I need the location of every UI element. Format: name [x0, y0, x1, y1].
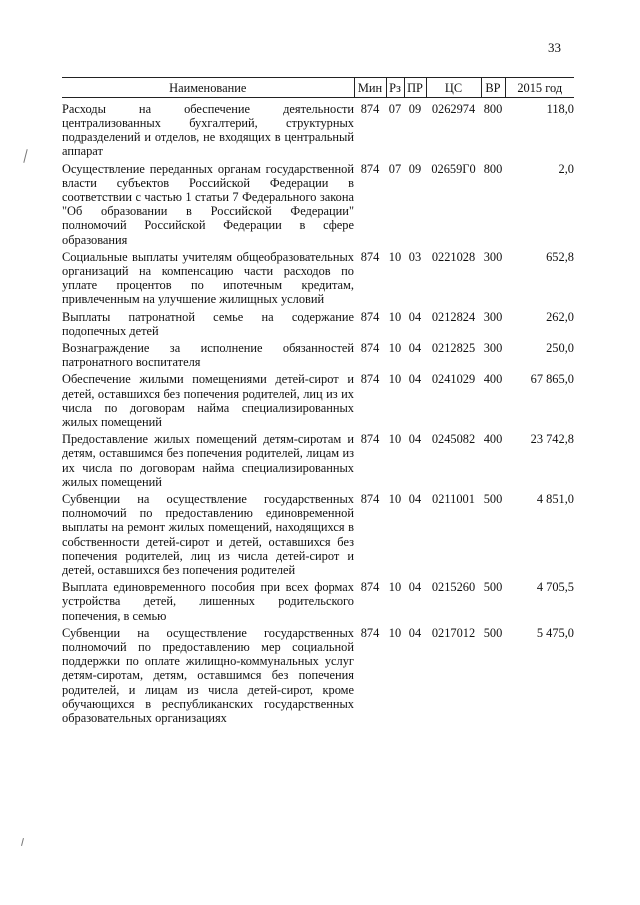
- row-min: 874: [360, 580, 380, 595]
- row-cs: 0217012: [431, 625, 476, 640]
- row-pr: 04: [408, 372, 422, 387]
- row-rz: 10: [388, 432, 402, 447]
- row-vr: 300: [483, 309, 503, 324]
- row-amount: 5 475,0: [536, 625, 574, 640]
- table-row: [62, 102, 574, 162]
- row-name: Осуществление переданных органам государственной власти субъектов Российской Федерации в соответствии с частью 1 статьи 7 Федерального закона "Об образовании в Российской Федерации" полномочий Российской Федерации в сфере образования: [62, 161, 354, 247]
- row-rz: 10: [388, 309, 402, 324]
- table-row: [62, 341, 574, 372]
- table-row: [62, 310, 574, 341]
- row-vr: 500: [483, 580, 503, 595]
- table-row: [62, 372, 574, 432]
- row-rz: 10: [388, 340, 402, 355]
- row-name: Предоставление жилых помещений детям-сиротам и детям, оставшимся без попечения родителей, лицам из их числа по договорам найма специализированных жилых помещений: [62, 432, 354, 489]
- row-vr: 400: [483, 432, 503, 447]
- row-cs: 0241029: [431, 372, 476, 387]
- row-cs: 02659Г0: [431, 161, 476, 176]
- row-pr: 04: [408, 309, 422, 324]
- row-min: 874: [360, 249, 380, 264]
- row-rz: 10: [388, 372, 402, 387]
- row-name: Обеспечение жилыми помещениями детей-сирот и детей, оставшихся без попечения родителей, лиц из их числа по договорам найма специализированных жилых помещений: [62, 372, 354, 429]
- row-pr: 04: [408, 625, 422, 640]
- row-cs: 0215260: [431, 580, 476, 595]
- row-cs: 0262974: [431, 101, 476, 116]
- row-vr: 300: [483, 340, 503, 355]
- header-cs: ЦС: [426, 78, 481, 98]
- row-name: Субвенции на осуществление государственных полномочий по предоставлению мер социальной поддержки по оплате жилищно-коммунальных услуг детям-сиротам, детям, оставшимся без попечения родителей, и лицам из числа детей-сирот, кроме обучающихся в республиканских государственных образовательных организациях: [62, 625, 354, 726]
- row-rz: 10: [388, 491, 402, 506]
- row-rz: 10: [388, 625, 402, 640]
- row-vr: 800: [483, 101, 503, 116]
- header-pr: ПР: [404, 78, 426, 98]
- row-name: Выплата единовременного пособия при всех формах устройства детей, лишенных родительского попечения, в семью: [62, 580, 354, 623]
- row-cs: 0212824: [431, 309, 476, 324]
- header-min: Мин: [354, 78, 386, 98]
- row-name: Выплаты патронатной семье на содержание подопечных детей: [62, 309, 354, 338]
- row-amount: 652,8: [546, 249, 574, 264]
- row-vr: 800: [483, 161, 503, 176]
- row-rz: 10: [388, 580, 402, 595]
- row-vr: 400: [483, 372, 503, 387]
- header-vr: ВР: [481, 78, 505, 98]
- header-year: 2015 год: [505, 78, 574, 98]
- margin-mark: [23, 149, 27, 163]
- row-name: Социальные выплаты учителям общеобразовательных организаций на компенсацию части расходов по уплате процентов по ипотечным кредитам, привлеченным на улучшение жилищных условий: [62, 249, 354, 307]
- row-pr: 03: [408, 249, 422, 264]
- row-amount: 262,0: [546, 309, 574, 324]
- table-row: [62, 626, 574, 728]
- row-min: 874: [360, 491, 380, 506]
- row-pr: 09: [408, 161, 422, 176]
- row-min: 874: [360, 161, 380, 176]
- row-pr: 04: [408, 580, 422, 595]
- table-row: [62, 580, 574, 626]
- row-cs: 0212825: [431, 340, 476, 355]
- row-amount: 250,0: [546, 340, 574, 355]
- row-amount: 4 851,0: [536, 491, 574, 506]
- row-name: Вознаграждение за исполнение обязанностей патронатного воспитателя: [62, 340, 354, 370]
- row-min: 874: [360, 309, 380, 324]
- budget-table: [62, 77, 574, 728]
- table-row: [62, 492, 574, 580]
- row-pr: 09: [408, 101, 422, 116]
- row-amount: 67 865,0: [530, 372, 574, 387]
- row-amount: 4 705,5: [536, 580, 574, 595]
- row-amount: 23 742,8: [530, 432, 574, 447]
- row-pr: 04: [408, 491, 422, 506]
- margin-mark: [21, 838, 24, 846]
- row-min: 874: [360, 625, 380, 640]
- row-vr: 500: [483, 625, 503, 640]
- row-rz: 07: [388, 161, 402, 176]
- row-cs: 0211001: [432, 491, 475, 506]
- row-min: 874: [360, 340, 380, 355]
- row-min: 874: [360, 432, 380, 447]
- table-header-row: [62, 78, 574, 98]
- row-name: Расходы на обеспечение деятельности централизованных бухгалтерий, структурных подразделений и отделов, не входящих в центральный аппарат: [62, 101, 354, 159]
- row-cs: 0245082: [431, 432, 476, 447]
- row-min: 874: [360, 101, 380, 116]
- row-rz: 10: [388, 249, 402, 264]
- row-min: 874: [360, 372, 380, 387]
- row-pr: 04: [408, 340, 422, 355]
- row-amount: 2,0: [558, 161, 574, 176]
- row-vr: 300: [483, 249, 503, 264]
- table-row: [62, 250, 574, 310]
- table-row: [62, 162, 574, 250]
- row-pr: 04: [408, 432, 422, 447]
- row-amount: 118,0: [546, 101, 574, 116]
- row-vr: 500: [483, 491, 503, 506]
- page-number: 33: [548, 40, 561, 55]
- header-rz: Рз: [386, 78, 404, 98]
- table-row: [62, 432, 574, 492]
- header-name: Наименование: [62, 78, 354, 98]
- row-name: Субвенции на осуществление государственных полномочий по предоставлению единовременной выплаты на ремонт жилых помещений, находящихся в собственности детей-сирот и детей, оставшихся без попечения родителей, лиц из числа детей-сирот и детей, оставшихся без попечения родителей: [62, 491, 354, 577]
- row-cs: 0221028: [431, 249, 476, 264]
- row-rz: 07: [388, 101, 402, 116]
